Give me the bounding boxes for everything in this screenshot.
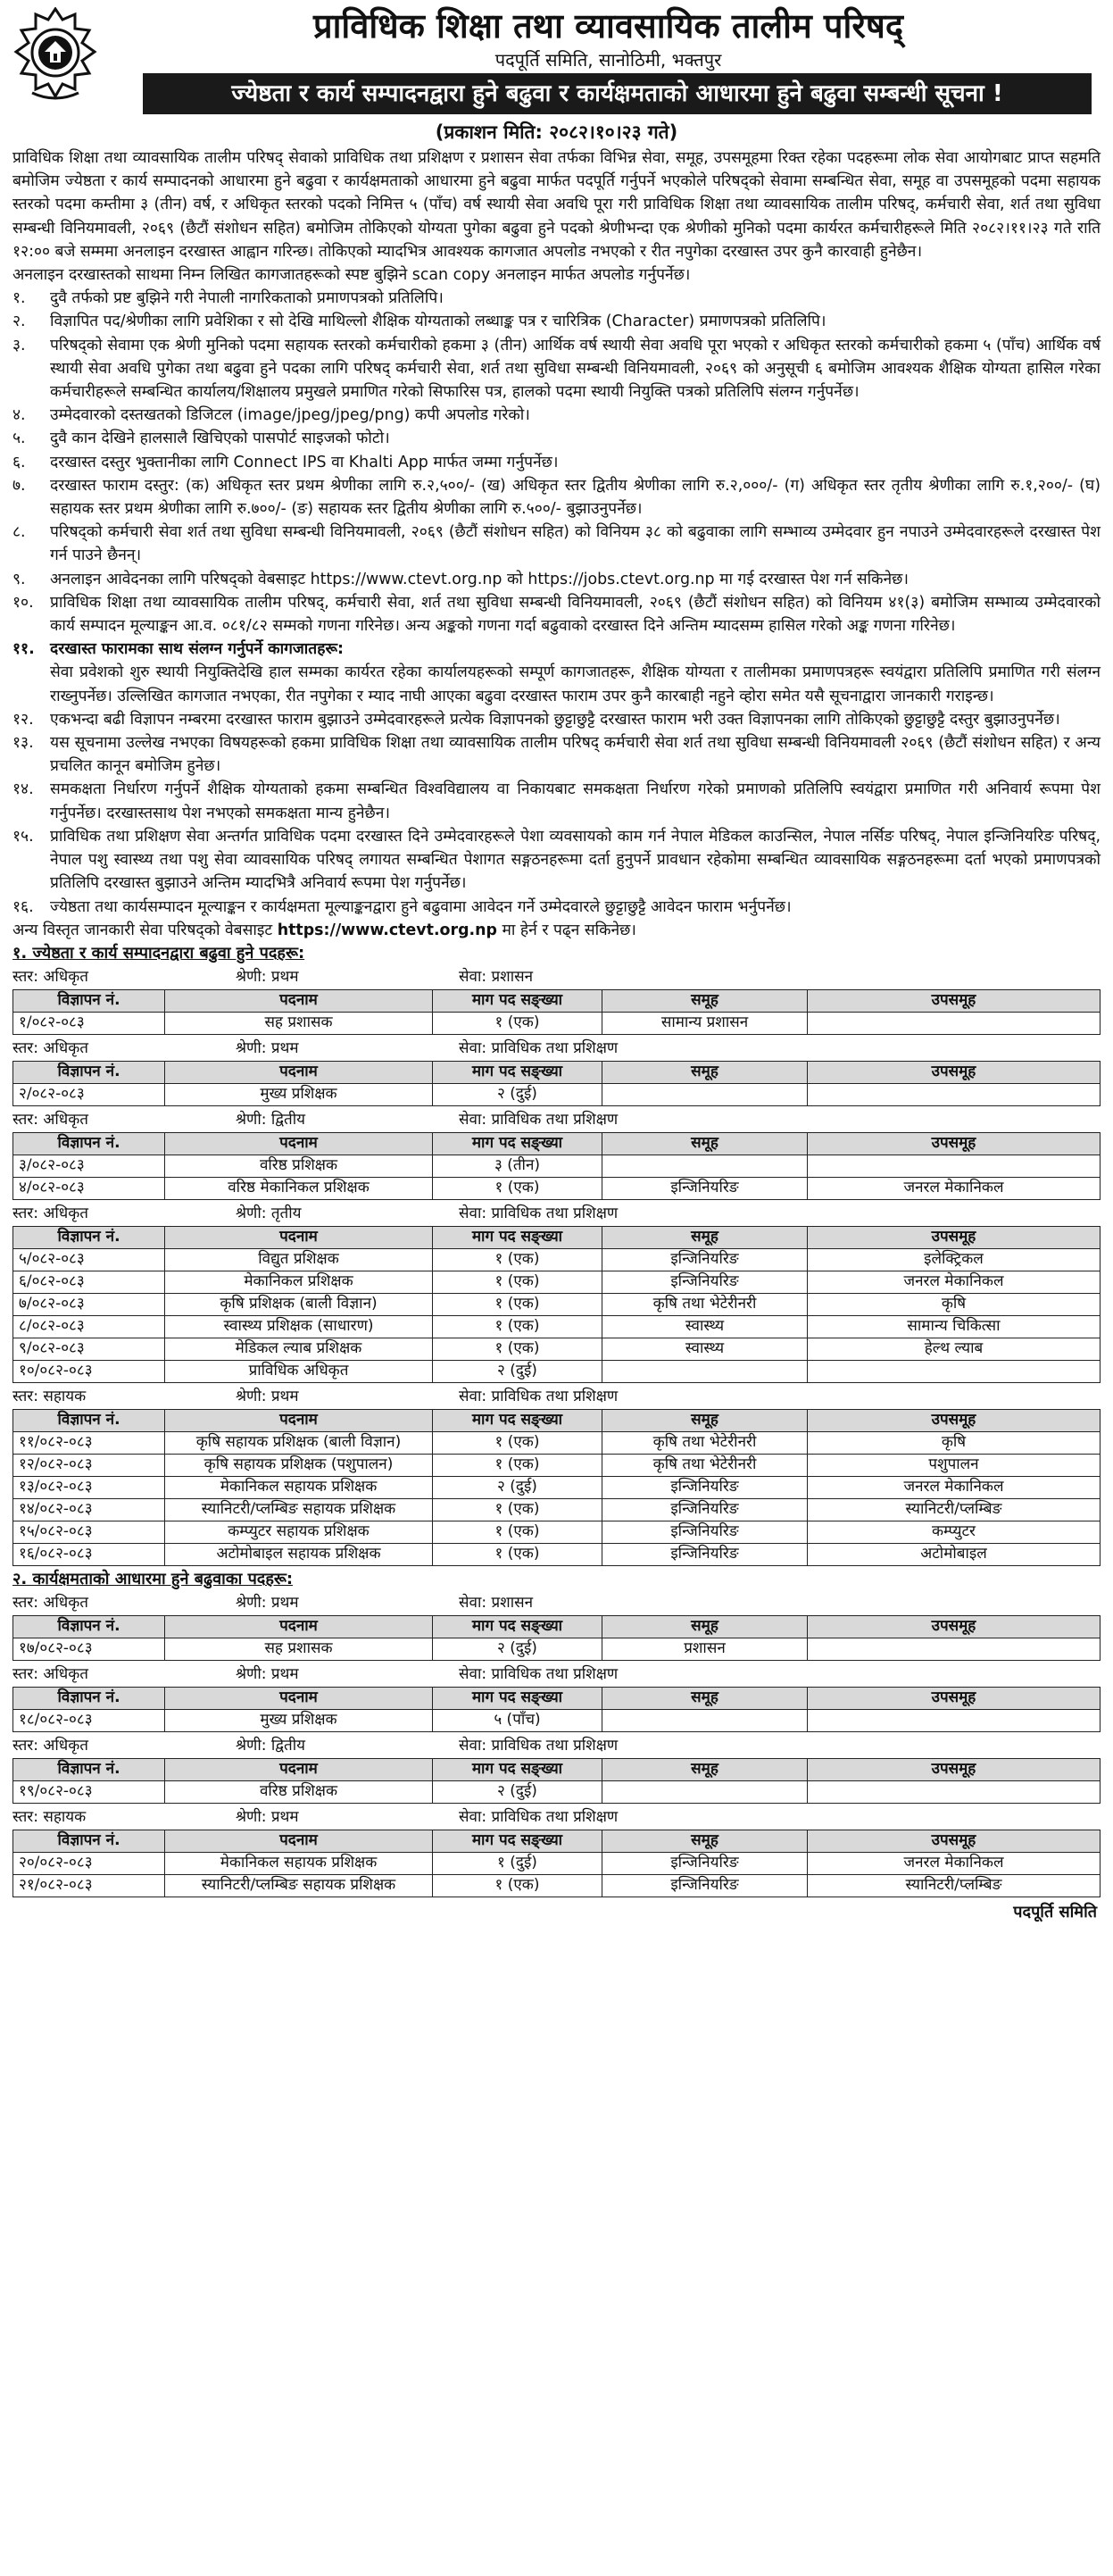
requirements-list [12, 287, 1101, 638]
group-service: सेवा: प्राविधिक तथा प्रशिक्षण [459, 1807, 619, 1826]
table-cell: १ (एक) [433, 1012, 602, 1034]
table-cell: १७/०८२-०८३ [13, 1638, 165, 1660]
group-grade: श्रेणी: द्वितीय [236, 1736, 305, 1755]
column-header: पदनाम [165, 1132, 433, 1155]
group-grade: श्रेणी: प्रथम [236, 1807, 299, 1826]
table-cell: विद्युत प्रशिक्षक [165, 1248, 433, 1271]
table-cell [808, 1709, 1101, 1731]
table-cell [808, 1780, 1101, 1803]
table-cell: स्यानिटरी/प्लम्बिङ [808, 1498, 1101, 1521]
table-row [13, 1083, 1101, 1105]
list-item [12, 521, 1101, 567]
table-cell: मेकानिकल प्रशिक्षक [165, 1271, 433, 1293]
vacancy-table [12, 989, 1101, 1035]
signature-committee: पदपूर्ति समिति [1013, 1902, 1097, 1922]
column-header: माग पद सङ्ख्या [433, 989, 602, 1012]
list-item-text: उम्मेदवारको दस्तखतको डिजिटल (image/jpeg/jpeg/png) कपी अपलोड गरेको। [50, 406, 530, 425]
table-cell [602, 1083, 808, 1105]
list-item-number: १६. [12, 897, 34, 916]
table-cell: कृषि प्रशिक्षक (बाली विज्ञान) [165, 1293, 433, 1315]
table-cell: ३ (तीन) [433, 1155, 602, 1177]
table-cell: स्यानिटरी/प्लम्बिङ [808, 1874, 1101, 1897]
column-header: समूह [602, 1061, 808, 1083]
group-grade: श्रेणी: तृतीय [236, 1204, 302, 1222]
table-cell: १ (एक) [433, 1543, 602, 1565]
table-header-row [13, 1226, 1101, 1248]
table-cell: ५/०८२-०८३ [13, 1248, 165, 1271]
group-level: स्तर: अधिकृत [12, 1110, 88, 1129]
column-header: पदनाम [165, 989, 433, 1012]
group-meta [12, 1202, 1101, 1225]
table-header-row [13, 1687, 1101, 1709]
table-cell: १ (एक) [433, 1431, 602, 1454]
table-cell: जनरल मेकानिकल [808, 1271, 1101, 1293]
list-item-text: यस सूचनामा उल्लेख नभएका विषयहरूको हकमा प्राविधिक शिक्षा तथा व्यावसायिक तालीम परिषद् कर्मचारी सेवा शर्त तथा सुविधा सम्बन्धी विनियमावली २०६९ (छैटौं संशोधन सहित) र अन्य प्रचलित कानून बमोजिम हुनेछ। [50, 734, 1101, 776]
list-item-text: अनलाइन आवेदनका लागि परिषद्को वेबसाइट https://www.ctevt.org.np को https://jobs.ctevt.org.np मा गई दरखास्त पेश गर्न सकिनेछ। [50, 570, 909, 588]
table-cell: स्यानिटरी/प्लम्बिङ सहायक प्रशिक्षक [165, 1498, 433, 1521]
table-cell: स्वास्थ्य [602, 1315, 808, 1338]
group-grade: श्रेणी: प्रथम [236, 967, 299, 986]
group-service: सेवा: प्राविधिक तथा प्रशिक्षण [459, 1664, 619, 1683]
column-header: पदनाम [165, 1409, 433, 1431]
table-cell [602, 1360, 808, 1382]
table-cell: हेल्थ ल्याब [808, 1338, 1101, 1360]
column-header: माग पद सङ्ख्या [433, 1687, 602, 1709]
table-cell: जनरल मेकानिकल [808, 1476, 1101, 1498]
table-header-row [13, 1132, 1101, 1155]
list-item-number: ५. [12, 429, 26, 448]
table-cell: इन्जिनियरिङ [602, 1874, 808, 1897]
column-header: उपसमूह [808, 1061, 1101, 1083]
list-item [12, 778, 1101, 824]
section-1-title: १. ज्येष्ठता र कार्य सम्पादनद्वारा बढुवा हुने पदहरू: [12, 943, 305, 963]
list-item [12, 825, 1101, 896]
column-header: पदनाम [165, 1830, 433, 1852]
requirements-list-continued [12, 708, 1101, 919]
table-header-row [13, 989, 1101, 1012]
table-header-row [13, 1615, 1101, 1638]
column-header: उपसमूह [808, 989, 1101, 1012]
table-row [13, 1709, 1101, 1731]
table-cell: १४/०८२-०८३ [13, 1498, 165, 1521]
list-item-number: १३. [12, 734, 34, 753]
group-meta [12, 965, 1101, 988]
publication-date: (प्रकाशन मिति: २०८२।१०।२३ गते) [435, 121, 678, 143]
list-item-text: प्राविधिक तथा प्रशिक्षण सेवा अन्तर्गत प्राविधिक पदमा दरखास्त दिने उम्मेदवारहरूले पेशा व्यवसायको काम गर्न नेपाल मेडिकल काउन्सिल, नेपाल नर्सिङ परिषद्, नेपाल इन्जिनियरिङ परिषद्, नेपाल पशु स्वास्थ्य तथा पशु सेवा व्यावसायिक परिषद् लगायत सम्बन्धित पेशागत सङ्गठनहरूमा दर्ता हुनुपर्ने प्रावधान रहेकोमा सम्बन्धित व्यावसायिक सङ्गठनहरूमा दर्ता भएको प्रमाणपत्रको प्रतिलिपि दरखास्त बुझाउने अन्तिम म्यादभित्रै अनिवार्य रूपमा पेश गर्नुपर्नेछ। [50, 827, 1101, 893]
list-item-text: प्राविधिक शिक्षा तथा व्यावसायिक तालीम परिषद्, कर्मचारी सेवा, शर्त तथा सुविधा सम्बन्धी विनियमावली, २०६९ (छैटौं संशोधन सहित) को विनियम ४१(३) बमोजिम सम्भाव्य उम्मेदवारको कार्य सम्पादन मूल्याङ्कन आ.व. ०८१/८२ सम्मको गणना गरिनेछ। अन्य अङ्कको गणना गर्दा बढुवाको दरखास्त दिने अन्तिम म्यादसम्म हासिल गरेको अङ्क गणना गरिनेछ। [50, 593, 1101, 636]
table-cell: कृषि तथा भेटेरीनरी [602, 1454, 808, 1476]
column-header: विज्ञापन नं. [13, 1758, 165, 1780]
table-cell: २/०८२-०८३ [13, 1083, 165, 1105]
column-header: विज्ञापन नं. [13, 989, 165, 1012]
list-item-number: ८. [12, 523, 26, 542]
list-item-number: ९. [12, 570, 26, 588]
table-cell: प्राविधिक अधिकृत [165, 1360, 433, 1382]
list-item-text: परिषद्को सेवामा एक श्रेणी मुनिको पदमा सहायक स्तरको कर्मचारीको हकमा ३ (तीन) आर्थिक वर्ष स्थायी सेवा अवधि पूरा भएको र अधिकृत स्तरको कर्मचारीको हकमा ५ (पाँच) आर्थिक वर्ष स्थायी सेवा अवधि पुगेका तथा बढुवा हुने पदका लागि परिषद् कर्मचारी सेवा, शर्त तथा सुविधा सम्बन्धी विनियमावली, २०६९ को अनुसूची ६ बमोजिम आवश्यक शैक्षिक योग्यता हासिल गरेका कर्मचारीहरूले सम्बन्धित कार्यालय/शिक्षालय प्रमुखले प्रमाणित गरेको सिफारिस पत्र, हालको पदमा स्थायी नियुक्ति पत्रको प्रतिलिपि संलग्न गर्नुपर्नेछ। [50, 336, 1101, 402]
notice-body [12, 146, 1101, 1926]
section-2-title: २. कार्यक्षमताको आधारमा हुने बढुवाका पदहरू: [12, 1569, 294, 1588]
table-header-row [13, 1061, 1101, 1083]
table-cell: इन्जिनियरिङ [602, 1543, 808, 1565]
table-row [13, 1315, 1101, 1338]
group-meta [12, 1108, 1101, 1131]
vacancy-table [12, 1687, 1101, 1732]
group-level: स्तर: अधिकृत [12, 1593, 88, 1612]
list-item-text: एकभन्दा बढी विज्ञापन नम्बरमा दरखास्त फाराम बुझाउने उम्मेदवारहरूले प्रत्येक विज्ञापनको छुट्टाछुट्टै दरखास्त फाराम भरी उक्त विज्ञापनका लागि तोकिएको छुट्टाछुट्टै दस्तुर बुझाउनुपर्नेछ। [50, 710, 1060, 729]
table-cell: स्वास्थ्य [602, 1338, 808, 1360]
table-cell: इन्जिनियरिङ [602, 1177, 808, 1199]
table-cell: १०/०८२-०८३ [13, 1360, 165, 1382]
column-header: उपसमूह [808, 1830, 1101, 1852]
table-cell: १ (एक) [433, 1293, 602, 1315]
section-1-tables [12, 965, 1101, 1566]
list-item-text: सेवा प्रवेशको शुरु स्थायी नियुक्तिदेखि हाल सम्मका कार्यरत रहेका कार्यालयहरूको सम्पूर्ण कागजातहरू, शैक्षिक योग्यता र तालीमका प्रमाणपत्रहरू स्वयंद्वारा प्रतिलिपि प्रमाणित गरी संलग्न राख्नुपर्नेछ। उल्लिखित कागजात नभएका, रीत नपुगेका र म्याद नाघी आएका बढुवा दरखास्त फाराम उपर कुनै कारबाही नहुने व्होरा समेत यसै सूचनाद्वारा जानकारी गराइन्छ। [50, 663, 1101, 705]
table-header-row [13, 1830, 1101, 1852]
group-service: सेवा: प्राविधिक तथा प्रशिक्षण [459, 1038, 619, 1057]
table-cell: कम्प्युटर सहायक प्रशिक्षक [165, 1521, 433, 1543]
vacancy-table [12, 1615, 1101, 1661]
table-cell: कृषि तथा भेटेरीनरी [602, 1293, 808, 1315]
column-header: समूह [602, 989, 808, 1012]
group-level: स्तर: अधिकृत [12, 1664, 88, 1683]
table-cell: मेकानिकल सहायक प्रशिक्षक [165, 1852, 433, 1874]
group-meta [12, 1805, 1101, 1829]
column-header: उपसमूह [808, 1409, 1101, 1431]
table-cell: १५/०८२-०८३ [13, 1521, 165, 1543]
table-row [13, 1780, 1101, 1803]
intro-attachments-line: अनलाइन दरखास्तको साथमा निम्न लिखित कागजातहरूको स्पष्ट बुझिने scan copy अनलाइन मार्फत अपलोड गर्नुपर्नेछ। [12, 266, 691, 285]
group-grade: श्रेणी: प्रथम [236, 1593, 299, 1612]
table-row [13, 1852, 1101, 1874]
table-cell: ११/०८२-०८३ [13, 1431, 165, 1454]
table-cell: इन्जिनियरिङ [602, 1498, 808, 1521]
column-header: समूह [602, 1226, 808, 1248]
list-item-text: परिषद्को कर्मचारी सेवा शर्त तथा सुविधा सम्बन्धी विनियमावली, २०६९ (छैटौं संशोधन सहित) को विनियम ३८ को बढुवाका लागि सम्भाव्य उम्मेदवार हुन नपाउने उम्मेदवारहरूले दरखास्त पेश गर्न पाउने छैनन्। [50, 523, 1101, 565]
list-item-text: दुवै कान देखिने हालसालै खिचिएको पासपोर्ट साइजको फोटो। [50, 429, 390, 448]
section-2-tables [12, 1591, 1101, 1897]
table-cell: कृषि तथा भेटेरीनरी [602, 1431, 808, 1454]
website-link[interactable]: https://www.ctevt.org.np [277, 921, 497, 939]
nepal-emblem-logo-icon [12, 7, 98, 105]
group-level: स्तर: अधिकृत [12, 967, 88, 986]
list-item-heading: दरखास्त फारामका साथ संलग्न गर्नुपर्ने कागजातहरू: [50, 640, 344, 659]
list-item-number: १५. [12, 827, 34, 846]
group-grade: श्रेणी: प्रथम [236, 1664, 299, 1683]
column-header: समूह [602, 1615, 808, 1638]
table-cell: मुख्य प्रशिक्षक [165, 1083, 433, 1105]
list-item-text: दुवै तर्फको प्रष्ट बुझिने गरी नेपाली नागरिकताको प्रमाणपत्रको प्रतिलिपि। [50, 289, 444, 308]
vacancy-table [12, 1830, 1101, 1897]
list-item [12, 708, 1101, 731]
list-item-text: विज्ञापित पद/श्रेणीका लागि प्रवेशिका र सो देखि माथिल्लो शैक्षिक योग्यताको लब्धाङ्क पत्र र चारित्रिक (Character) प्रमाणपत्रको प्रतिलिपि। [50, 313, 826, 331]
list-item [12, 474, 1101, 521]
column-header: पदनाम [165, 1226, 433, 1248]
table-cell: वरिष्ठ प्रशिक्षक [165, 1155, 433, 1177]
list-item [12, 287, 1101, 310]
intro-paragraph: प्राविधिक शिक्षा तथा व्यावसायिक तालीम परिषद् सेवाको प्राविधिक तथा प्रशिक्षण र प्रशासन सेवा तर्फका विभिन्न सेवा, समूह, उपसमूहमा रिक्त रहेका पदहरूमा लोक सेवा आयोगबाट प्राप्त सहमति बमोजिम ज्येष्ठता र कार्य सम्पादनको आधारमा हुने बढुवा र कार्यक्षमताको आधारमा हुने बढुवा मार्फत पदपूर्ति गर्नुपर्ने भएकोले परिषद्को सेवामा सम्बन्धित सेवा, समूह वा उपसमूहको पदमा सहायक स्तरको पदमा कम्तीमा ३ (तीन) वर्ष, र अधिकृत स्तरको पदको निमित्त ५ (पाँच) वर्ष स्थायी सेवा अवधि पूरा गरी प्राविधिक शिक्षा तथा व्यावसायिक तालीम परिषद्, कर्मचारी सेवा, शर्त तथा सुविधा सम्बन्धी विनियमावली, २०६९ (छैटौं संशोधन सहित) बमोजिम तोकिएको योग्यता पुगेका बढुवा हुने पदको श्रेणीभन्दा एक श्रेणीको मुनिको पदमा कार्यरत कर्मचारीहरूले मिति २०८२।११।२३ गते राति १२:०० बजे सम्ममा अनलाइन दरखास्त आह्वान गरिन्छ। तोकिएको म्यादभित्र आवश्यक कागजात अपलोड नभएको र रीत नपुगेका दरखास्त उपर कुनै कारवाही हुनेछैन। [12, 149, 1101, 261]
table-cell: १ (दुई) [433, 1852, 602, 1874]
table-row [13, 1874, 1101, 1897]
org-name: प्राविधिक शिक्षा तथा व्यावसायिक तालीम परिषद् [312, 5, 904, 46]
table-cell: ५ (पाँच) [433, 1709, 602, 1731]
table-cell: अटोमोबाइल [808, 1543, 1101, 1565]
vacancy-table [12, 1132, 1101, 1200]
table-cell: सामान्य प्रशासन [602, 1012, 808, 1034]
table-row [13, 1521, 1101, 1543]
table-row [13, 1360, 1101, 1382]
table-cell: मुख्य प्रशिक्षक [165, 1709, 433, 1731]
list-item-number: ३. [12, 336, 26, 354]
table-row [13, 1271, 1101, 1293]
table-cell: कृषि [808, 1293, 1101, 1315]
column-header: उपसमूह [808, 1132, 1101, 1155]
table-cell: प्रशासन [602, 1638, 808, 1660]
column-header: समूह [602, 1409, 808, 1431]
table-cell: १ (एक) [433, 1521, 602, 1543]
table-cell: इन्जिनियरिङ [602, 1248, 808, 1271]
list-item-text: समकक्षता निर्धारण गर्नुपर्ने शैक्षिक योग्यताको हकमा सम्बन्धित विश्वविद्यालय वा निकायबाट समकक्षता निर्धारण गरेको प्रमाणको प्रतिलिपि स्वयंद्वारा प्रमाणित गरी अनिवार्य रूपमा पेश गर्नुपर्नेछ। दरखास्तसाथ पेश नभएको समकक्षता मान्य हुनेछैन। [50, 780, 1101, 822]
table-cell: पशुपालन [808, 1454, 1101, 1476]
group-meta [12, 1037, 1101, 1060]
column-header: विज्ञापन नं. [13, 1830, 165, 1852]
column-header: माग पद सङ्ख्या [433, 1226, 602, 1248]
notice-banner: ज्येष्ठता र कार्य सम्पादनद्वारा हुने बढुवा र कार्यक्षमताको आधारमा हुने बढुवा सम्बन्धी सूचना ! [143, 73, 1092, 114]
column-header: विज्ञापन नं. [13, 1687, 165, 1709]
table-cell: जनरल मेकानिकल [808, 1852, 1101, 1874]
list-item-number: ४. [12, 406, 26, 425]
column-header: पदनाम [165, 1687, 433, 1709]
table-cell: २ (दुई) [433, 1638, 602, 1660]
vacancy-table [12, 1061, 1101, 1106]
table-cell: मेडिकल ल्याब प्रशिक्षक [165, 1338, 433, 1360]
table-cell: ६/०८२-०८३ [13, 1271, 165, 1293]
list-item-number: ६. [12, 453, 26, 471]
list-item-number: १. [12, 289, 26, 308]
column-header: समूह [602, 1758, 808, 1780]
column-header: विज्ञापन नं. [13, 1409, 165, 1431]
group-meta [12, 1385, 1101, 1408]
table-cell: ८/०८२-०८३ [13, 1315, 165, 1338]
group-service: सेवा: प्राविधिक तथा प्रशिक्षण [459, 1110, 619, 1129]
group-service: सेवा: प्राविधिक तथा प्रशिक्षण [459, 1736, 619, 1755]
table-cell [808, 1083, 1101, 1105]
table-cell: जनरल मेकानिकल [808, 1177, 1101, 1199]
table-cell: १६/०८२-०८३ [13, 1543, 165, 1565]
table-cell: २ (दुई) [433, 1780, 602, 1803]
table-cell: १ (एक) [433, 1315, 602, 1338]
table-row [13, 1476, 1101, 1498]
table-header-row [13, 1758, 1101, 1780]
group-level: स्तर: सहायक [12, 1807, 87, 1826]
table-row [13, 1431, 1101, 1454]
table-cell: इन्जिनियरिङ [602, 1476, 808, 1498]
table-cell: सह प्रशासक [165, 1012, 433, 1034]
table-cell: १९/०८२-०८३ [13, 1780, 165, 1803]
table-cell: १ (एक) [433, 1271, 602, 1293]
group-grade: श्रेणी: प्रथम [236, 1387, 299, 1405]
list-item [12, 731, 1101, 778]
list-item [12, 334, 1101, 404]
table-cell: १२/०८२-०८३ [13, 1454, 165, 1476]
group-service: सेवा: प्राविधिक तथा प्रशिक्षण [459, 1387, 619, 1405]
table-cell: अटोमोबाइल सहायक प्रशिक्षक [165, 1543, 433, 1565]
column-header: माग पद सङ्ख्या [433, 1830, 602, 1852]
column-header: माग पद सङ्ख्या [433, 1061, 602, 1083]
column-header: समूह [602, 1132, 808, 1155]
table-cell [808, 1155, 1101, 1177]
column-header: उपसमूह [808, 1615, 1101, 1638]
group-service: सेवा: प्रशासन [459, 1593, 534, 1612]
vacancy-table [12, 1409, 1101, 1566]
table-cell: ३/०८२-०८३ [13, 1155, 165, 1177]
table-row [13, 1248, 1101, 1271]
list-item [12, 451, 1101, 474]
table-cell: इन्जिनियरिङ [602, 1521, 808, 1543]
table-cell: २१/०८२-०८३ [13, 1874, 165, 1897]
column-header: माग पद सङ्ख्या [433, 1758, 602, 1780]
table-cell: १३/०८२-०८३ [13, 1476, 165, 1498]
table-cell: कृषि [808, 1431, 1101, 1454]
column-header: माग पद सङ्ख्या [433, 1409, 602, 1431]
closing-line: अन्य विस्तृत जानकारी सेवा परिषद्को वेबसाइट https://www.ctevt.org.np मा हेर्न र पढ्न सकिनेछ। [12, 921, 636, 939]
column-header: पदनाम [165, 1615, 433, 1638]
table-header-row [13, 1409, 1101, 1431]
table-cell: २ (दुई) [433, 1476, 602, 1498]
table-cell: स्वास्थ्य प्रशिक्षक (साधारण) [165, 1315, 433, 1338]
column-header: समूह [602, 1687, 808, 1709]
table-row [13, 1454, 1101, 1476]
table-row [13, 1012, 1101, 1034]
table-cell: ९/०८२-०८३ [13, 1338, 165, 1360]
column-header: माग पद सङ्ख्या [433, 1132, 602, 1155]
list-item [12, 896, 1101, 919]
column-header: उपसमूह [808, 1687, 1101, 1709]
list-item-number: २. [12, 313, 26, 331]
list-item-text: दरखास्त फाराम दस्तुर: (क) अधिकृत स्तर प्रथम श्रेणीका लागि रु.२,५००/- (ख) अधिकृत स्तर द्वितीय श्रेणीका लागि रु.२,०००/- (ग) अधिकृत स्तर तृतीय श्रेणीका लागि रु.१,२००/- (घ) सहायक स्तर प्रथम श्रेणीका लागि रु.७००/- (ङ) सहायक स्तर द्वितीय श्रेणीका लागि रु.५००/- बुझाउनुपर्नेछ। [50, 476, 1101, 519]
table-row [13, 1338, 1101, 1360]
table-row [13, 1177, 1101, 1199]
group-meta [12, 1663, 1101, 1686]
column-header: माग पद सङ्ख्या [433, 1615, 602, 1638]
table-row [13, 1543, 1101, 1565]
table-cell [602, 1155, 808, 1177]
table-cell: १८/०८२-०८३ [13, 1709, 165, 1731]
list-item [12, 404, 1101, 427]
table-cell: इलेक्ट्रिकल [808, 1248, 1101, 1271]
table-cell [808, 1638, 1101, 1660]
table-cell: मेकानिकल सहायक प्रशिक्षक [165, 1476, 433, 1498]
table-row [13, 1155, 1101, 1177]
table-cell: स्यानिटरी/प्लम्बिङ सहायक प्रशिक्षक [165, 1874, 433, 1897]
table-cell: १ (एक) [433, 1498, 602, 1521]
table-cell: सह प्रशासक [165, 1638, 433, 1660]
group-level: स्तर: अधिकृत [12, 1736, 88, 1755]
vacancy-table [12, 1226, 1101, 1383]
table-cell: ७/०८२-०८३ [13, 1293, 165, 1315]
table-cell: ४/०८२-०८३ [13, 1177, 165, 1199]
org-subtitle: पदपूर्ति समिति, सानोठिमी, भक्तपुर [494, 49, 722, 71]
list-item-number: ११. [12, 640, 35, 659]
table-cell: २०/०८२-०८३ [13, 1852, 165, 1874]
column-header: पदनाम [165, 1061, 433, 1083]
table-cell: इन्जिनियरिङ [602, 1852, 808, 1874]
table-cell: कम्प्युटर [808, 1521, 1101, 1543]
table-cell: २ (दुई) [433, 1083, 602, 1105]
list-item-text: दरखास्त दस्तुर भुक्तानीका लागि Connect IPS वा Khalti App मार्फत जम्मा गर्नुपर्नेछ। [50, 453, 559, 471]
table-cell [808, 1012, 1101, 1034]
table-cell [602, 1709, 808, 1731]
column-header: उपसमूह [808, 1758, 1101, 1780]
group-level: स्तर: अधिकृत [12, 1204, 88, 1222]
table-row [13, 1638, 1101, 1660]
table-cell: १ (एक) [433, 1177, 602, 1199]
group-level: स्तर: अधिकृत [12, 1038, 88, 1057]
table-cell: कृषि सहायक प्रशिक्षक (पशुपालन) [165, 1454, 433, 1476]
column-header: समूह [602, 1830, 808, 1852]
group-grade: श्रेणी: द्वितीय [236, 1110, 305, 1129]
list-item-text: ज्येष्ठता तथा कार्यसम्पादन मूल्याङ्कन र कार्यक्षमता मूल्याङ्कनद्वारा हुने बढुवामा आवेदन गर्ने उम्मेदवारले छुट्टाछुट्टै आवेदन फाराम भर्नुपर्नेछ। [50, 897, 792, 916]
list-item [12, 568, 1101, 591]
table-cell: सामान्य चिकित्सा [808, 1315, 1101, 1338]
list-item-number: १४. [12, 780, 34, 799]
table-cell: २ (दुई) [433, 1360, 602, 1382]
column-header: पदनाम [165, 1758, 433, 1780]
table-row [13, 1498, 1101, 1521]
group-level: स्तर: सहायक [12, 1387, 87, 1405]
column-header: विज्ञापन नं. [13, 1226, 165, 1248]
list-item-11 [12, 638, 1101, 661]
group-service: सेवा: प्रशासन [459, 967, 534, 986]
table-cell: कृषि सहायक प्रशिक्षक (बाली विज्ञान) [165, 1431, 433, 1454]
table-cell: वरिष्ठ प्रशिक्षक [165, 1780, 433, 1803]
group-meta [12, 1734, 1101, 1757]
table-cell [808, 1360, 1101, 1382]
column-header: उपसमूह [808, 1226, 1101, 1248]
table-cell: १/०८२-०८३ [13, 1012, 165, 1034]
table-cell: १ (एक) [433, 1454, 602, 1476]
group-service: सेवा: प्राविधिक तथा प्रशिक्षण [459, 1204, 619, 1222]
list-item-11-body [12, 661, 1101, 707]
column-header: विज्ञापन नं. [13, 1615, 165, 1638]
list-item [12, 310, 1101, 333]
vacancy-table [12, 1758, 1101, 1804]
column-header: विज्ञापन नं. [13, 1061, 165, 1083]
list-item-number: १०. [12, 593, 34, 612]
table-cell: इन्जिनियरिङ [602, 1271, 808, 1293]
table-row [13, 1293, 1101, 1315]
list-item-number: १२. [12, 710, 34, 729]
table-cell: वरिष्ठ मेकानिकल प्रशिक्षक [165, 1177, 433, 1199]
group-grade: श्रेणी: प्रथम [236, 1038, 299, 1057]
group-meta [12, 1591, 1101, 1614]
table-cell [602, 1780, 808, 1803]
list-item [12, 427, 1101, 450]
list-item [12, 591, 1101, 638]
table-cell: १ (एक) [433, 1248, 602, 1271]
table-cell: १ (एक) [433, 1338, 602, 1360]
column-header: विज्ञापन नं. [13, 1132, 165, 1155]
list-item-number: ७. [12, 476, 26, 495]
table-cell: १ (एक) [433, 1874, 602, 1897]
